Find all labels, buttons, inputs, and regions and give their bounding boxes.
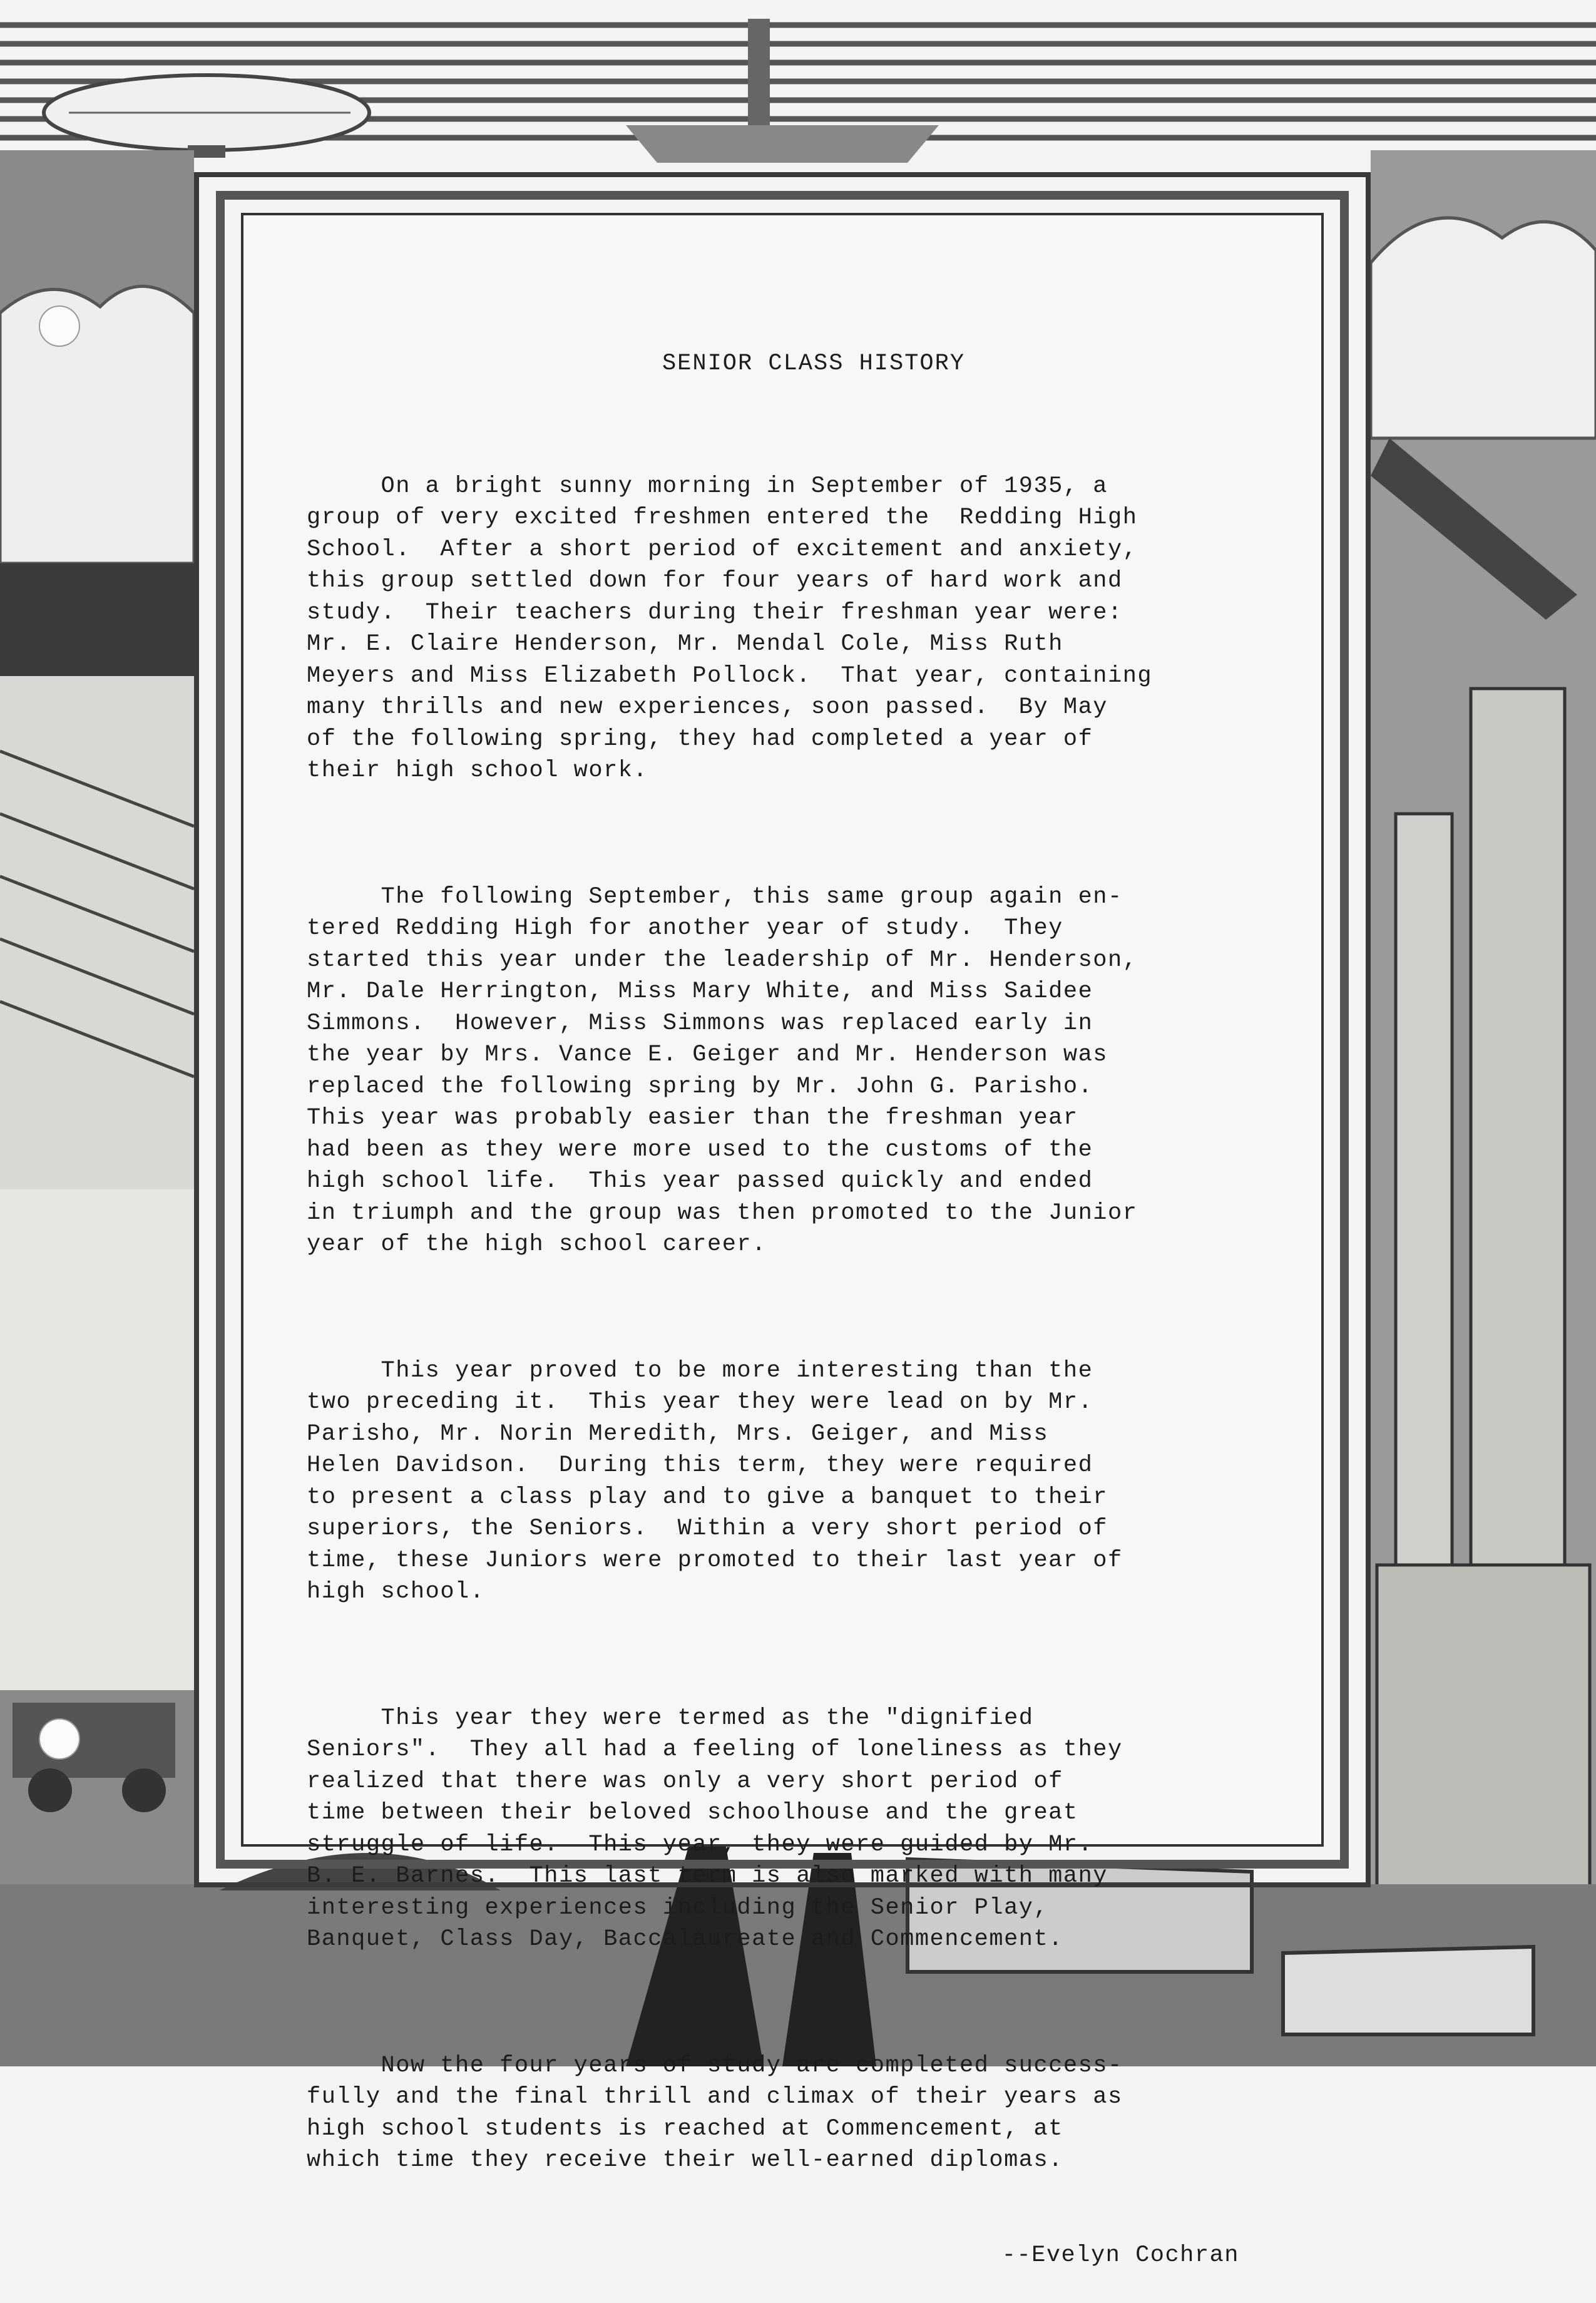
punch-hole-bottom: [39, 1718, 80, 1760]
paragraph-junior-year: This year proved to be more interesting than the two preceding it. This year they were lead on by Mr. Parisho, Mr. Norin Meredith, Mrs. Geiger, and Miss Helen Davidson. During this term, they were required to present a class play and to give a banquet to their superiors, the Seniors. Within a very short period of time, these Juniors were promoted to their last year of high school.: [307, 1357, 1123, 1605]
paragraph-conclusion: Now the four years of study are completed success- fully and the final thrill and climax of their years as high school students is reached at Commencement, at which time they receive their well-earned diplomas.: [307, 2052, 1123, 2173]
document-title: SENIOR CLASS HISTORY: [662, 351, 966, 377]
paragraph-senior-year: This year they were termed as the "dignified Seniors". They all had a feeling of loneliness as they realized that there was only a very short period of time between their beloved schoolhouse and the great struggle of life. This year, they were guided by Mr. B. E. Barnes. This last term is also marked with many interesting experiences including the Senior Play, Banquet, Class Day, Baccalaureate and Commencement.: [307, 1705, 1123, 1952]
urn-icon: [626, 19, 939, 163]
punch-hole-top: [39, 305, 80, 347]
paragraph-freshman-year: On a bright sunny morning in September of 1935, a group of very excited freshmen entered the Redding High School. After a short period of excitement and anxiety, this group settled down for four years of hard work and study. Their teachers during their freshman year were: Mr. E. Claire Henderson, Mr. Mendal Cole, Miss Ruth Meyers and Miss Elizabeth Pollock. That year, containing many thrills and new experiences, soon passed. By May of the following spring, they had completed a year of their high school work.: [307, 473, 1153, 784]
paragraph-sophomore-year: The following September, this same group again en- tered Redding High for another year of study. They started this year under the leadership of Mr. Henderson, Mr. Dale Herrington, Miss Mary White, and Miss Saidee Simmons. However, Miss Simmons was replaced early in the year by Mrs. Vance E. Geiger and Mr. Henderson was replaced the following spring by Mr. John G. Parisho. This year was probably easier than the freshman year had been as they were more used to the customs of the high school life. This year passed quickly and ended in triumph and the group was then promoted to the Junior year of the high school career.: [307, 883, 1138, 1258]
author-signature: --Evelyn Cochran: [1001, 2242, 1239, 2269]
document-body: [307, 285, 1246, 2303]
airship-icon: [44, 75, 369, 158]
right-city-illustration: [1371, 150, 1596, 2066]
left-landscape-illustration: [0, 150, 194, 2066]
